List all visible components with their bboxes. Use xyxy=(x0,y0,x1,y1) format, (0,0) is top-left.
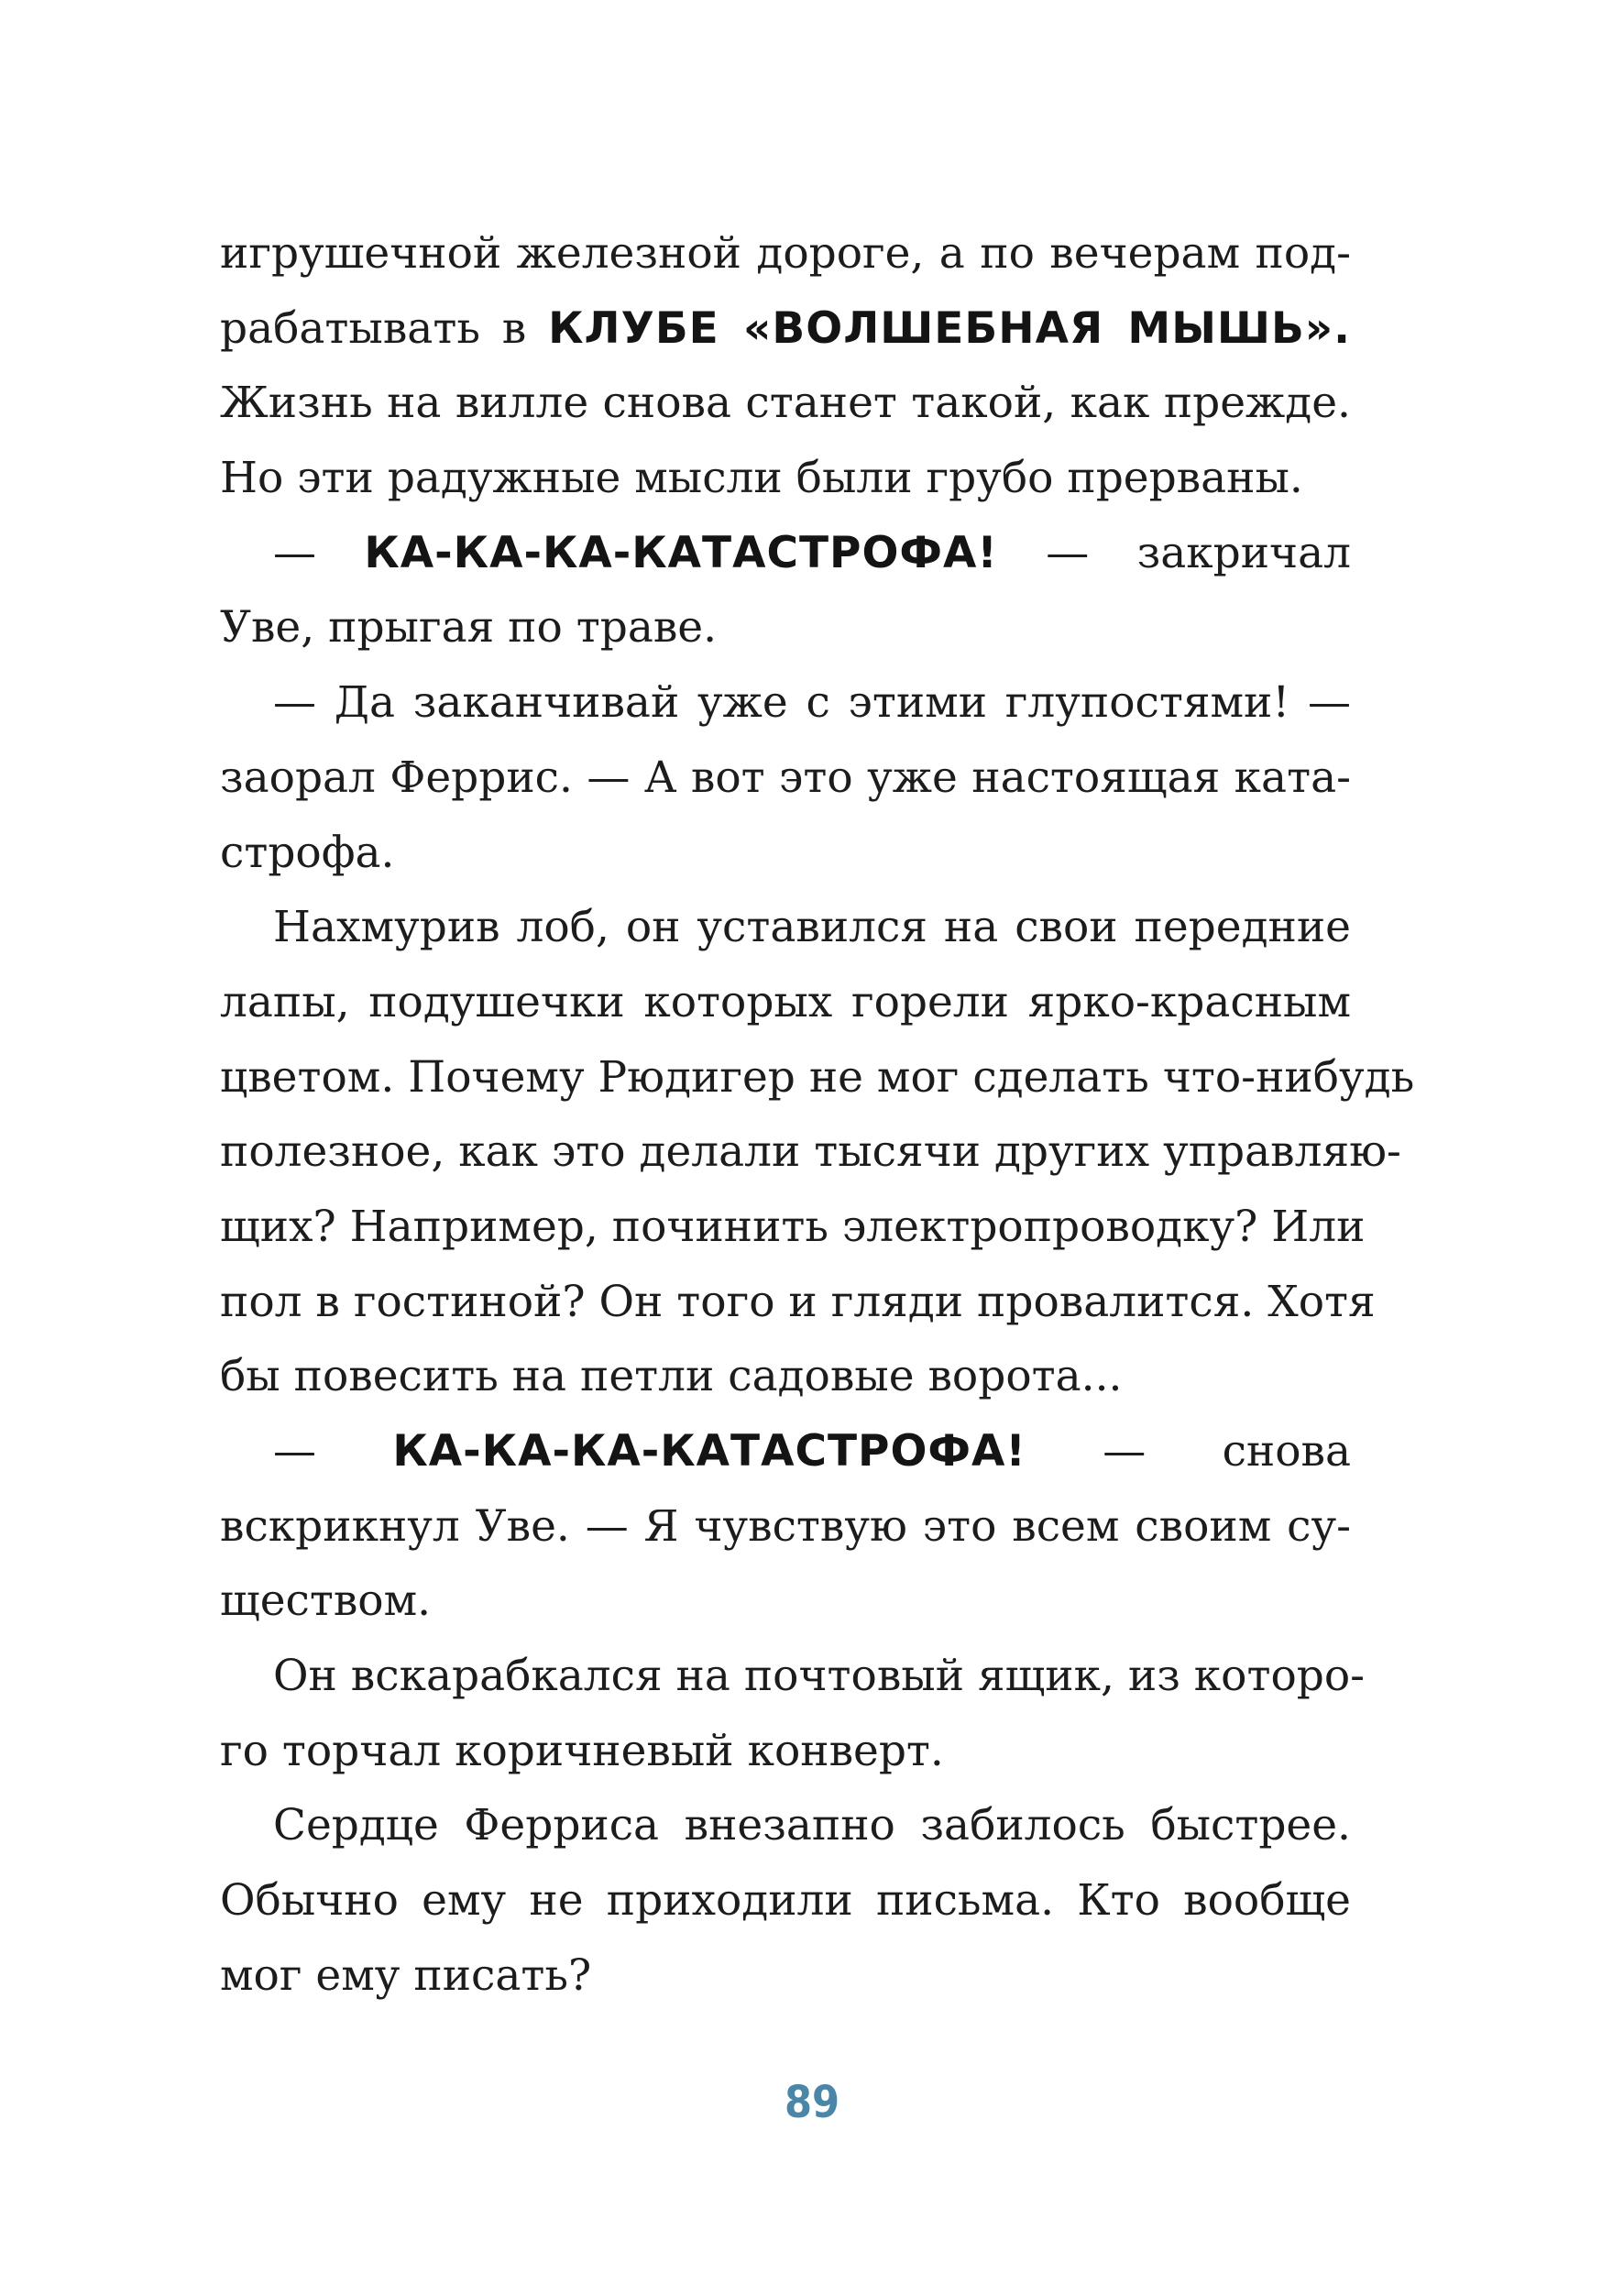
page-number: 89 xyxy=(784,2077,840,2128)
text-line: Обычно ему не приходили письма. Кто вообще xyxy=(220,1875,1351,1927)
display-text: КЛУБЕ «ВОЛШЕБНАЯ МЫШЬ». xyxy=(548,302,1351,354)
text-fragment: — закричал xyxy=(1046,527,1351,578)
text-line: лапы, подушечки которых горели ярко-красным xyxy=(220,976,1351,1027)
text-fragment: — xyxy=(273,527,316,578)
text-line: цветом. Почему Рюдигер не мог сделать что-нибудь xyxy=(220,1051,1415,1103)
text-fragment: — xyxy=(273,1426,316,1477)
text-line: Жизнь на вилле снова станет такой, как прежде. xyxy=(220,378,1351,429)
paragraph-start: Нахмурив лоб, он уставился на свои передние xyxy=(273,902,1351,953)
text-line: заорал Феррис. — А вот это уже настоящая ката- xyxy=(220,752,1351,803)
paragraph-start: Он вскарабкался на почтовый ящик, из которо- xyxy=(273,1651,1366,1702)
display-text: КА-КА-КА-КАТАСТРОФА! xyxy=(392,1426,1026,1477)
text-line: мог ему писать? xyxy=(220,1949,592,2001)
paragraph-start: Сердце Ферриса внезапно забилось быстрее. xyxy=(273,1800,1351,1851)
text-line: пол в гостиной? Он того и гляди провалится. Хотя xyxy=(220,1276,1376,1327)
text-line: полезное, как это делали тысячи других управляю- xyxy=(220,1126,1401,1178)
display-text: КА-КА-КА-КАТАСТРОФА! xyxy=(364,527,998,578)
dialogue-line xyxy=(220,1414,1351,1489)
dialogue-line: — Да заканчивай уже с этими глупостями! — xyxy=(273,677,1351,729)
text-line: бы повесить на петли садовые ворота... xyxy=(220,1351,1123,1402)
text-line xyxy=(220,291,1351,367)
text-line: Уве, прыгая по траве. xyxy=(220,602,718,653)
dialogue-line xyxy=(220,516,1351,591)
text-line: щих? Например, починить электропроводку? Или xyxy=(220,1201,1366,1252)
text-line: Но эти радужные мысли были грубо прерваны. xyxy=(220,453,1303,504)
text-fragment: рабатывать в xyxy=(220,302,527,354)
text-line: строфа. xyxy=(220,827,395,878)
text-fragment: — снова xyxy=(1103,1426,1351,1477)
text-line: игрушечной железной дороге, а по вечерам под- xyxy=(220,228,1351,279)
body-text xyxy=(220,216,1415,2014)
text-line: го торчал коричневый конверт. xyxy=(220,1725,944,1776)
text-line: вскрикнул Уве. — Я чувствую это всем своим су- xyxy=(220,1500,1351,1552)
text-line: ществом. xyxy=(220,1576,432,1627)
